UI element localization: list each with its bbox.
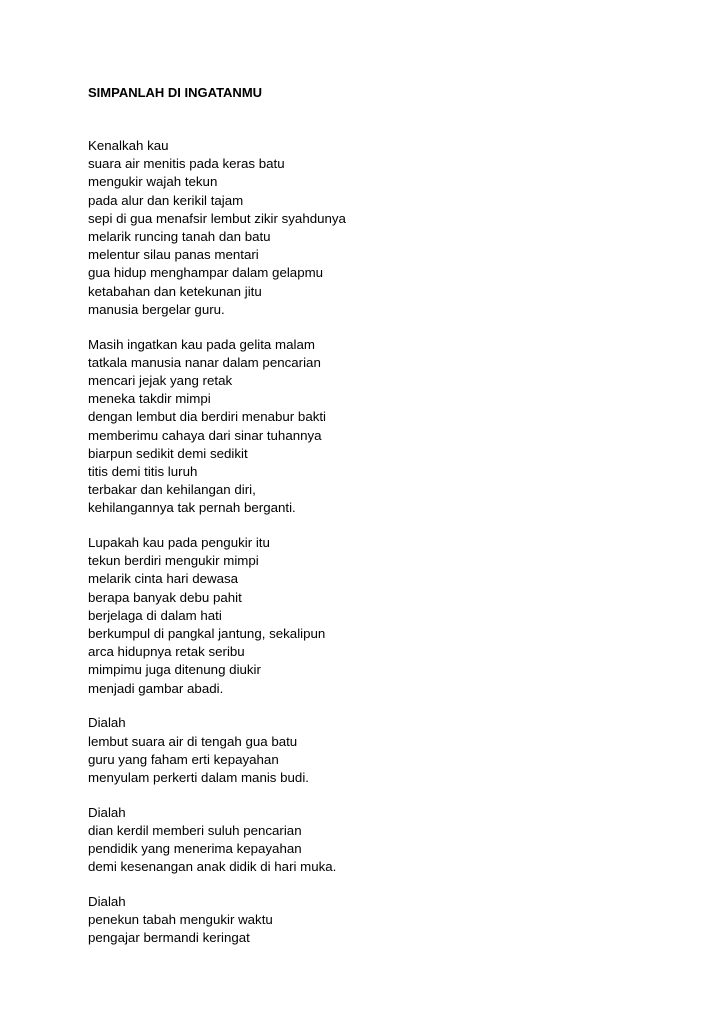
poem-line: tekun berdiri mengukir mimpi [88, 553, 259, 569]
poem-line: meneka takdir mimpi [88, 391, 211, 407]
poem-line: titis demi titis luruh [88, 463, 198, 479]
poem-line: ketabahan dan ketekunan jitu [88, 283, 262, 299]
stanza [88, 893, 688, 948]
poem-line: melentur silau panas mentari [88, 247, 259, 263]
poem-line: sepi di gua menafsir lembut zikir syahdunya [88, 210, 346, 226]
stanza [88, 336, 688, 518]
poem-line: berapa banyak debu pahit [88, 589, 242, 605]
poem-line: gua hidup menghampar dalam gelapmu [88, 265, 324, 281]
poem-line: suara air menitis pada keras batu [88, 156, 285, 172]
stanza [88, 534, 688, 698]
poem-line: terbakar dan kehilangan diri, [88, 482, 256, 498]
poem-line: demi kesenangan anak didik di hari muka. [88, 859, 337, 875]
poem-line: mengukir wajah tekun [88, 174, 218, 190]
poem-line: memberimu cahaya dari sinar tuhannya [88, 427, 322, 443]
poem-line: pada alur dan kerikil tajam [88, 192, 244, 208]
poem-line: arca hidupnya retak seribu [88, 644, 245, 660]
poem-line: tatkala manusia nanar dalam pencarian [88, 354, 321, 370]
poem-line: mimpimu juga ditenung diukir [88, 662, 261, 678]
poem-line: Dialah [88, 715, 126, 731]
poem-line: Masih ingatkan kau pada gelita malam [88, 336, 315, 352]
poem-line: kehilangannya tak pernah berganti. [88, 500, 296, 516]
poem-line: Kenalkah kau [88, 138, 169, 153]
poem-line: lembut suara air di tengah gua batu [88, 733, 298, 749]
stanza [88, 804, 688, 877]
poem-line: menjadi gambar abadi. [88, 680, 224, 696]
poem-line: manusia bergelar guru. [88, 301, 225, 317]
poem-line: Dialah [88, 804, 126, 820]
poem-line: biarpun sedikit demi sedikit [88, 445, 248, 461]
poem-line: Lupakah kau pada pengukir itu [88, 535, 270, 551]
poem-line: berkumpul di pangkal jantung, sekalipun [88, 626, 326, 642]
poem-line: dengan lembut dia berdiri menabur bakti [88, 409, 327, 425]
poem-page [88, 84, 688, 964]
poem-line: pengajar bermandi keringat [88, 930, 250, 946]
poem-line: melarik cinta hari dewasa [88, 571, 239, 587]
stanza [88, 137, 688, 319]
poem-line: menyulam perkerti dalam manis budi. [88, 770, 309, 785]
poem-line: berjelaga di dalam hati [88, 607, 222, 623]
poem-line: guru yang faham erti kepayahan [88, 751, 279, 767]
poem-body [88, 137, 688, 948]
poem-line: mencari jejak yang retak [88, 372, 233, 388]
poem-line: dian kerdil memberi suluh pencarian [88, 822, 302, 838]
poem-line: melarik runcing tanah dan batu [88, 229, 271, 245]
stanza [88, 714, 688, 787]
poem-line: pendidik yang menerima kepayahan [88, 841, 302, 857]
poem-title: SIMPANLAH DI INGATANMU [88, 85, 263, 100]
poem-line: Dialah [88, 894, 126, 910]
poem-line: penekun tabah mengukir waktu [88, 912, 273, 928]
